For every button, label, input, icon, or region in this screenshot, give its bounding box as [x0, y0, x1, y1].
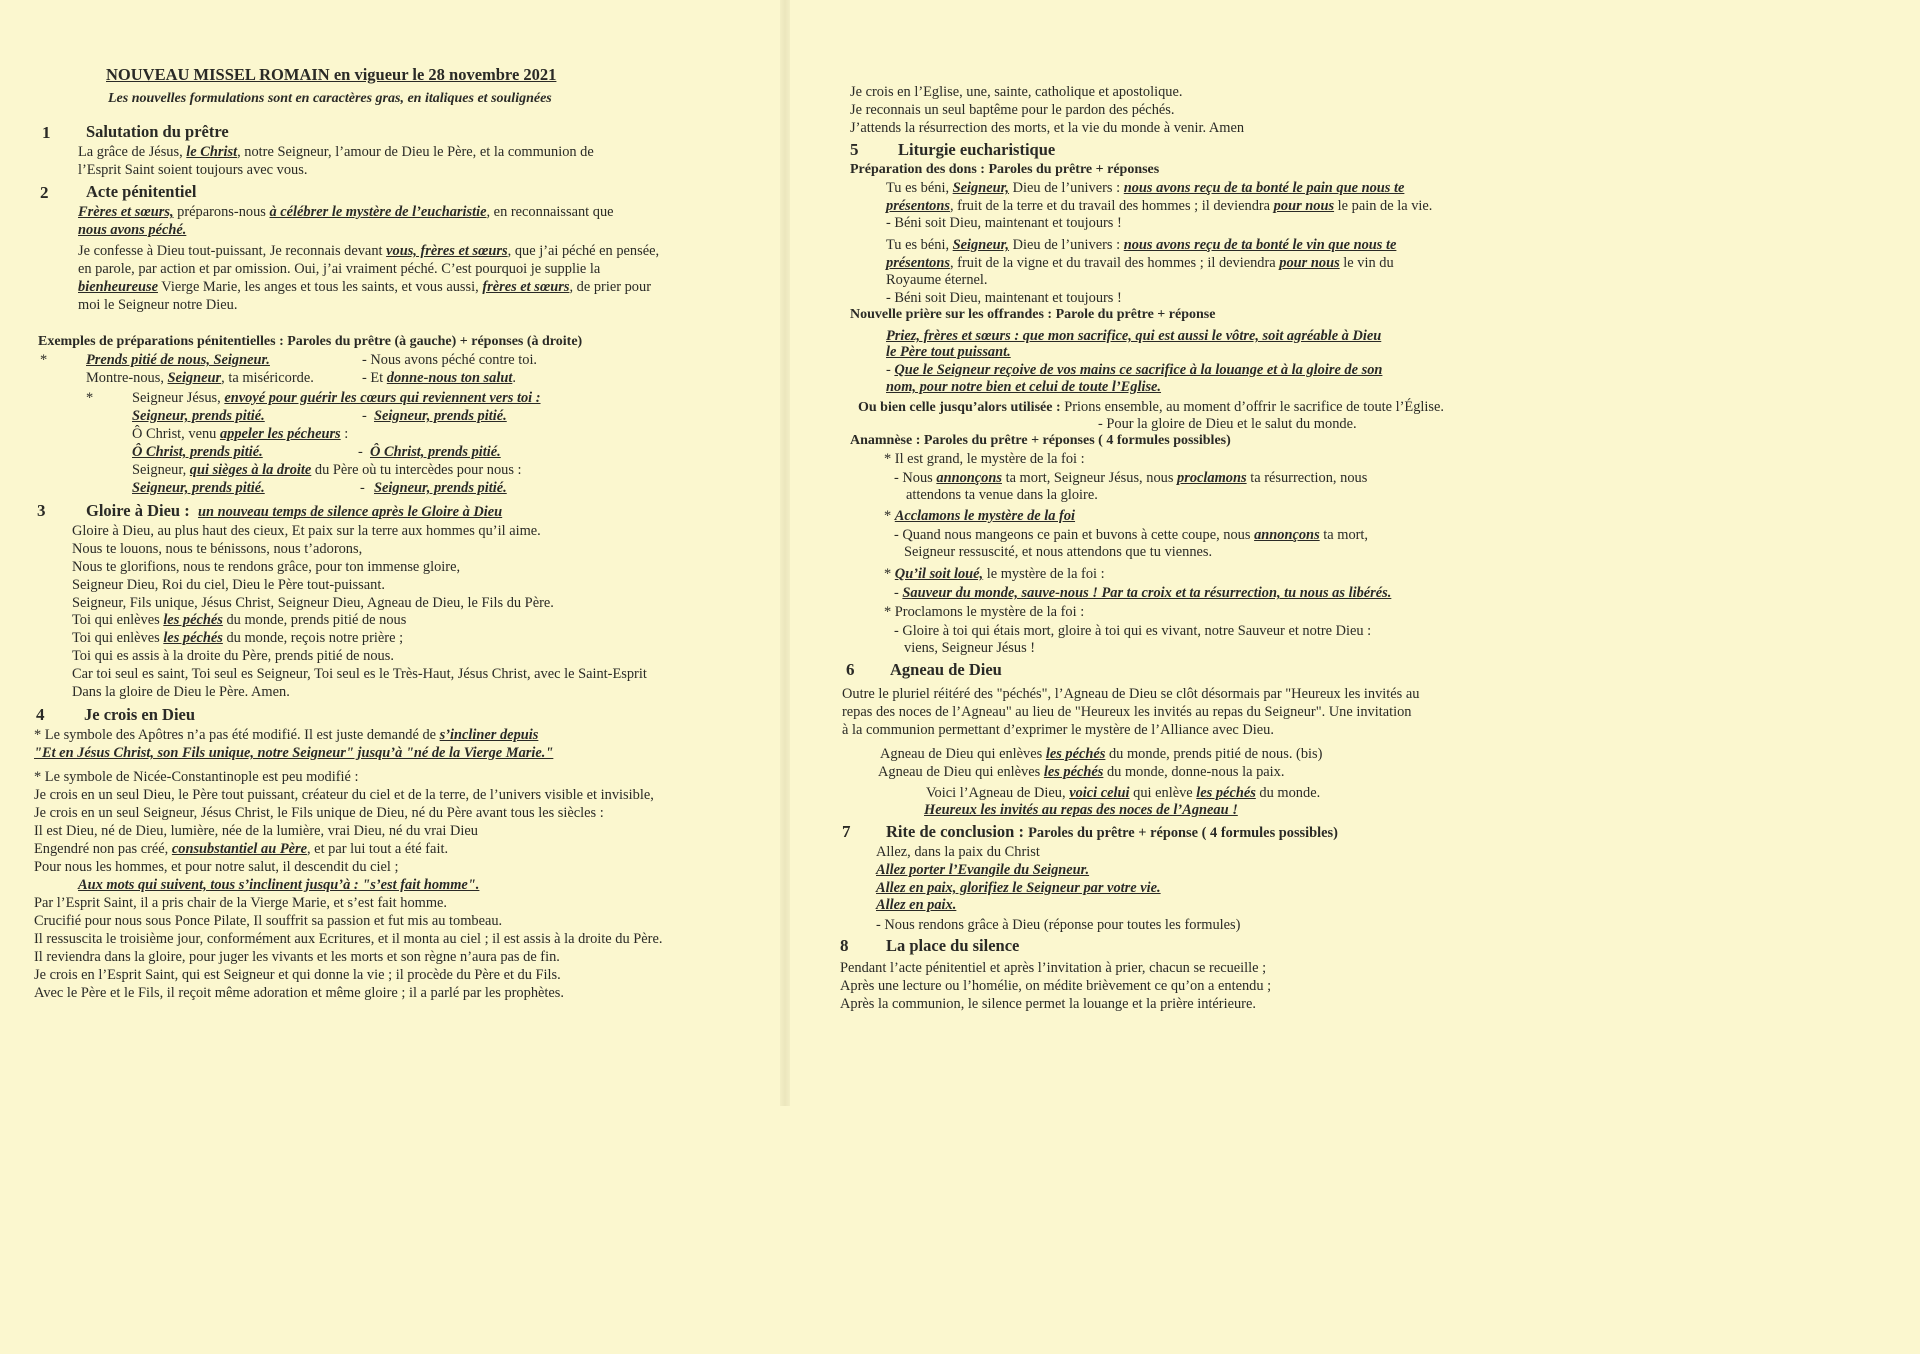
text-line: - Pour la gloire de Dieu et le salut du monde. — [1098, 416, 1357, 432]
subsection-heading: Exemples de préparations pénitentielles : Paroles du prêtre (à gauche) + réponses (à droite) — [38, 334, 583, 349]
text-line: nom, pour notre bien et celui de toute l’Eglise. — [886, 379, 1162, 395]
section-number: 7 — [842, 822, 851, 841]
text-line: Aux mots qui suivent, tous s’inclinent jusqu’à : "s’est fait homme". — [78, 877, 480, 893]
text-line: Gloire à Dieu, au plus haut des cieux, Et paix sur la terre aux hommes qu’il aime. — [72, 523, 541, 539]
text-line: Heureux les invités au repas des noces de l’Agneau ! — [924, 802, 1238, 818]
text-line: Allez en paix. — [876, 897, 957, 913]
document-subtitle: Les nouvelles formulations sont en caractères gras, en italiques et soulignées — [108, 91, 552, 106]
text-line: en parole, par action et par omission. Oui, j’ai vraiment péché. C’est pourquoi je supplie la — [78, 261, 601, 277]
text-line: Toi qui enlèves les péchés du monde, prends pitié de nous — [72, 612, 407, 628]
text-line: Il reviendra dans la gloire, pour juger les vivants et les morts et son règne n’aura pas de fin. — [34, 949, 560, 965]
text-line: Je confesse à Dieu tout-puissant, Je reconnais devant vous, frères et sœurs, que j’ai péché en pensée, — [78, 243, 660, 259]
text-line: bienheureuse Vierge Marie, les anges et tous les saints, et vous aussi, frères et sœurs, de prier pour — [78, 279, 651, 295]
section-heading: Acte pénitentiel — [86, 182, 197, 201]
text-line: le Père tout puissant. — [886, 344, 1011, 360]
text-line: Ou bien celle jusqu’alors utilisée : Prions ensemble, au moment d’offrir le sacrifice de toute l’Église. — [858, 399, 1444, 415]
section-number: 6 — [846, 660, 855, 679]
text-line: repas des noces de l’Agneau" au lieu de "Heureux les invités au repas du Seigneur". Une invitation — [842, 704, 1412, 720]
text-line: viens, Seigneur Jésus ! — [904, 640, 1036, 656]
text-line: Outre le pluriel réitéré des "péchés", l’Agneau de Dieu se clôt désormais par "Heureux les invités au — [842, 686, 1420, 702]
response-line: - Nous avons péché contre toi. — [362, 352, 538, 368]
text-line: * Proclamons le mystère de la foi : — [884, 604, 1085, 620]
text-line: * Il est grand, le mystère de la foi : — [884, 451, 1085, 467]
text-line: Seigneur, Fils unique, Jésus Christ, Seigneur Dieu, Agneau de Dieu, le Fils du Père. — [72, 595, 554, 611]
text-line: Nous te louons, nous te bénissons, nous t’adorons, — [72, 541, 363, 557]
response-dash: - — [358, 444, 363, 460]
text-line: Je reconnais un seul baptême pour le pardon des péchés. — [850, 102, 1175, 118]
section-number: 2 — [40, 183, 49, 202]
text-line: - Béni soit Dieu, maintenant et toujours ! — [886, 290, 1122, 306]
text-line: - Béni soit Dieu, maintenant et toujours ! — [886, 215, 1122, 231]
text-line: - Que le Seigneur reçoive de vos mains ce sacrifice à la louange et à la gloire de son — [886, 362, 1383, 378]
text-line: attendons ta venue dans la gloire. — [906, 487, 1098, 503]
text-line: Après une lecture ou l’homélie, on médite brièvement ce qu’on a entendu ; — [840, 978, 1272, 994]
text-line: Tu es béni, Seigneur, Dieu de l’univers : nous avons reçu de ta bonté le pain que nous te — [886, 180, 1405, 196]
subsection-heading: Anamnèse : Paroles du prêtre + réponses ( 4 formules possibles) — [850, 433, 1231, 448]
priest-line: Prends pitié de nous, Seigneur. — [86, 352, 270, 368]
text-line: Seigneur ressuscité, et nous attendons que tu viennes. — [904, 544, 1213, 560]
text-line: "Et en Jésus Christ, son Fils unique, notre Seigneur" jusqu’à "né de la Vierge Marie." — [34, 745, 554, 761]
section-heading: Agneau de Dieu — [890, 660, 1002, 679]
text-line: Crucifié pour nous sous Ponce Pilate, Il souffrit sa passion et fut mis au tombeau. — [34, 913, 503, 929]
response-dash: - — [362, 408, 367, 424]
text-line: Je crois en l’Eglise, une, sainte, catholique et apostolique. — [850, 84, 1183, 100]
priest-line: Seigneur Jésus, envoyé pour guérir les cœurs qui reviennent vers toi : — [132, 390, 541, 406]
text-line: nous avons péché. — [78, 222, 187, 238]
text-line: Agneau de Dieu qui enlèves les péchés du monde, prends pitié de nous. (bis) — [880, 746, 1323, 762]
text-line: J’attends la résurrection des morts, et la vie du monde à venir. Amen — [850, 120, 1245, 136]
text-line: Priez, frères et sœurs : que mon sacrifice, qui est aussi le vôtre, soit agréable à Dieu — [886, 328, 1382, 344]
text-line: l’Esprit Saint soient toujours avec vous. — [78, 162, 308, 178]
text-line: Je crois en l’Esprit Saint, qui est Seigneur et qui donne la vie ; il procède du Père et du Fils. — [34, 967, 561, 983]
text-line: Dans la gloire de Dieu le Père. Amen. — [72, 684, 290, 700]
text-line: Car toi seul es saint, Toi seul es Seigneur, Toi seul es le Très-Haut, Jésus Christ, avec le Saint-Esprit — [72, 666, 647, 682]
response-line: Ô Christ, prends pitié. — [370, 444, 501, 460]
section-number: 8 — [840, 936, 849, 955]
page-fold — [780, 0, 790, 1106]
document-title: NOUVEAU MISSEL ROMAIN en vigueur le 28 novembre 2021 — [106, 65, 557, 84]
text-line: Pendant l’acte pénitentiel et après l’invitation à prier, chacun se recueille ; — [840, 960, 1267, 976]
section-number: 3 — [37, 501, 46, 520]
text-line: présentons, fruit de la terre et du travail des hommes ; il deviendra pour nous le pain de la vie. — [886, 198, 1433, 214]
priest-line: Seigneur, qui sièges à la droite du Père où tu intercèdes pour nous : — [132, 462, 522, 478]
section-heading: Rite de conclusion : Paroles du prêtre + réponse ( 4 formules possibles) — [886, 822, 1338, 841]
section-heading: Je crois en Dieu — [84, 705, 196, 724]
text-line: Seigneur Dieu, Roi du ciel, Dieu le Père tout-puissant. — [72, 577, 385, 593]
section-number: 1 — [42, 123, 51, 142]
text-line: * Acclamons le mystère de la foi — [884, 508, 1076, 524]
subsection-heading: Nouvelle prière sur les offrandes : Parole du prêtre + réponse — [850, 307, 1216, 322]
text-line: présentons, fruit de la vigne et du travail des hommes ; il deviendra pour nous le vin du — [886, 255, 1394, 271]
text-line: - Sauveur du monde, sauve-nous ! Par ta croix et ta résurrection, tu nous as libérés. — [894, 585, 1392, 601]
priest-line: Ô Christ, prends pitié. — [132, 444, 263, 460]
text-line: - Gloire à toi qui étais mort, gloire à toi qui es vivant, notre Sauveur et notre Dieu : — [894, 623, 1372, 639]
text-line: - Nous rendons grâce à Dieu (réponse pour toutes les formules) — [876, 917, 1241, 933]
priest-line: Montre-nous, Seigneur, ta miséricorde. — [86, 370, 314, 386]
text-line: La grâce de Jésus, le Christ, notre Seigneur, l’amour de Dieu le Père, et la communion de — [78, 144, 594, 160]
priest-line: Seigneur, prends pitié. — [132, 480, 265, 496]
text-line: Par l’Esprit Saint, il a pris chair de la Vierge Marie, et s’est fait homme. — [34, 895, 448, 911]
text-line: * Qu’il soit loué, le mystère de la foi : — [884, 566, 1105, 582]
text-line: Royaume éternel. — [886, 272, 988, 288]
text-line: Pour nous les hommes, et pour notre salut, il descendit du ciel ; — [34, 859, 399, 875]
bullet: * — [40, 352, 48, 368]
text-line: à la communion permettant d’exprimer le mystère de l’Alliance avec Dieu. — [842, 722, 1274, 738]
subsection-heading: Préparation des dons : Paroles du prêtre + réponses — [850, 162, 1160, 177]
text-line: Allez en paix, glorifiez le Seigneur par votre vie. — [876, 880, 1161, 896]
response-line: Seigneur, prends pitié. — [374, 408, 507, 424]
text-line: Après la communion, le silence permet la louange et la prière intérieure. — [840, 996, 1256, 1012]
text-line: Toi qui enlèves les péchés du monde, reçois notre prière ; — [72, 630, 404, 646]
text-line: Je crois en un seul Dieu, le Père tout puissant, créateur du ciel et de la terre, de l’univers visible et invisible, — [34, 787, 654, 803]
bullet: * — [86, 390, 94, 406]
response-dash: - — [360, 480, 365, 496]
section-number: 4 — [36, 705, 45, 724]
text-line: * Le symbole des Apôtres n’a pas été modifié. Il est juste demandé de s’incliner depuis — [34, 727, 539, 743]
text-line: Agneau de Dieu qui enlèves les péchés du monde, donne-nous la paix. — [878, 764, 1285, 780]
section-heading: Salutation du prêtre — [86, 122, 229, 141]
text-line: Il ressuscita le troisième jour, conformément aux Ecritures, et il monta au ciel ; il est assis à la droite du Père. — [34, 931, 663, 947]
text-line: Avec le Père et le Fils, il reçoit même adoration et même gloire ; il a parlé par les prophètes. — [34, 985, 564, 1001]
text-line: - Quand nous mangeons ce pain et buvons à cette coupe, nous annonçons ta mort, — [894, 527, 1369, 543]
section-heading: Gloire à Dieu : un nouveau temps de silence après le Gloire à Dieu — [86, 501, 503, 520]
section-heading: Liturgie eucharistique — [898, 140, 1056, 159]
priest-line: Seigneur, prends pitié. — [132, 408, 265, 424]
text-line: Frères et sœurs, préparons-nous à célébrer le mystère de l’eucharistie, en reconnaissant que — [78, 204, 614, 220]
text-line: * Le symbole de Nicée-Constantinople est peu modifié : — [34, 769, 359, 785]
text-line: Allez porter l’Evangile du Seigneur. — [876, 862, 1090, 878]
text-line: Il est Dieu, né de Dieu, lumière, née de la lumière, vrai Dieu, né du vrai Dieu — [34, 823, 478, 839]
response-line: Seigneur, prends pitié. — [374, 480, 507, 496]
section-heading: La place du silence — [886, 936, 1020, 955]
text-line: Nous te glorifions, nous te rendons grâce, pour ton immense gloire, — [72, 559, 461, 575]
text-line: Tu es béni, Seigneur, Dieu de l’univers : nous avons reçu de ta bonté le vin que nous te — [886, 237, 1397, 253]
text-line: Allez, dans la paix du Christ — [876, 844, 1040, 860]
text-line: Je crois en un seul Seigneur, Jésus Christ, le Fils unique de Dieu, né du Père avant tous les siècles : — [34, 805, 604, 821]
text-line: Engendré non pas créé, consubstantiel au Père, et par lui tout a été fait. — [34, 841, 449, 857]
text-line: Toi qui es assis à la droite du Père, prends pitié de nous. — [72, 648, 394, 664]
text-line: - Nous annonçons ta mort, Seigneur Jésus, nous proclamons ta résurrection, nous — [894, 470, 1368, 486]
section-number: 5 — [850, 140, 859, 159]
priest-line: Ô Christ, venu appeler les pécheurs : — [132, 426, 349, 442]
text-line: moi le Seigneur notre Dieu. — [78, 297, 238, 313]
response-line: - Et donne-nous ton salut. — [362, 370, 516, 386]
text-line: Voici l’Agneau de Dieu, voici celui qui enlève les péchés du monde. — [926, 785, 1321, 801]
